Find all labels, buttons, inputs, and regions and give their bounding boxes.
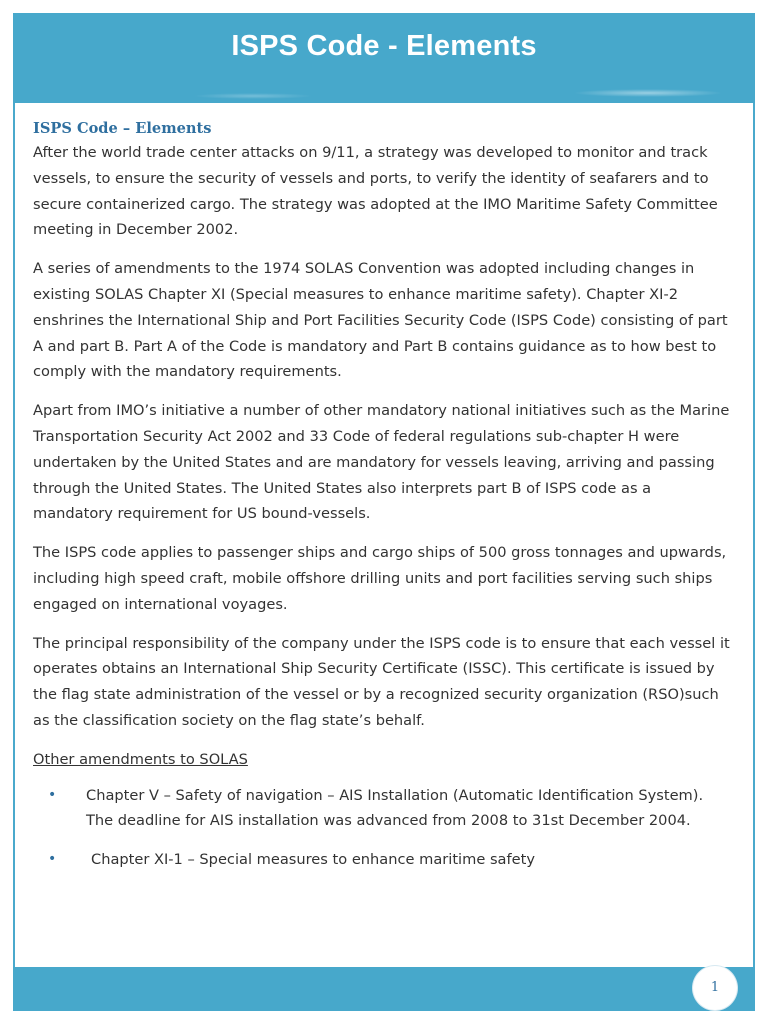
header-highlight-left <box>193 93 313 99</box>
page-title: ISPS Code - Elements <box>231 30 537 62</box>
paragraph: The ISPS code applies to passenger ships and cargo ships of 500 gross tonnages and upwards, including high speed craft, mobile offshore drilling units and port facilities serving such ships engaged on international voyages. <box>33 544 727 613</box>
list-item-text: Chapter V – Safety of navigation – AIS Installation (Automatic Identification System). The deadline for AIS installation was advanced from 2008 to 31st December 2004. <box>86 786 704 830</box>
header-highlight <box>573 89 723 97</box>
paragraph: A series of amendments to the 1974 SOLAS Convention was adopted including changes in existing SOLAS Chapter XI (Special measures to enhance maritime safety). Chapter XI-2 enshrines the International Ship and Port Facilities Security Code (ISPS Code) consisting of part A and part B. Part A of the Code is mandatory and Part B contains guidance as to how best to comply with the mandatory requirements. <box>33 260 728 381</box>
paragraph: Apart from IMO’s initiative a number of other mandatory national initiatives such as the Marine Transportation Security Act 2002 and 33 Code of federal regulations sub-chapter H were undertaken by the United States and are mandatory for vessels leaving, arriving and passing through the United States. The United States also interprets part B of ISPS code as a mandatory requirement for US bound-vessels. <box>33 402 730 523</box>
header-bar <box>13 13 755 103</box>
list-item <box>33 847 733 873</box>
page-number: 1 <box>693 966 737 1010</box>
subheading: Other amendments to SOLAS <box>33 750 248 768</box>
paragraph: After the world trade center attacks on 9/11, a strategy was developed to monitor and track vessels, to ensure the security of vessels and ports, to verify the identity of seafarers and to secure containerized cargo. The strategy was adopted at the IMO Maritime Safety Committee meeting in December 2002. <box>33 144 718 239</box>
bullet-icon: • <box>48 851 57 868</box>
list-item-text: Chapter XI-1 – Special measures to enhance maritime safety <box>91 851 535 869</box>
bullet-list <box>33 783 733 873</box>
paragraph: The principal responsibility of the company under the ISPS code is to ensure that each vessel it operates obtains an International Ship Security Certificate (ISSC). This certificate is issued by the flag state administration of the vessel or by a recognized security organization (RSO)such as the classification society on the flag state’s behalf. <box>33 634 730 729</box>
bullet-icon: • <box>48 786 57 803</box>
section-heading: ISPS Code – Elements <box>33 120 212 137</box>
footer-bar <box>13 967 755 1011</box>
list-item <box>33 783 733 835</box>
content-area <box>33 118 733 886</box>
